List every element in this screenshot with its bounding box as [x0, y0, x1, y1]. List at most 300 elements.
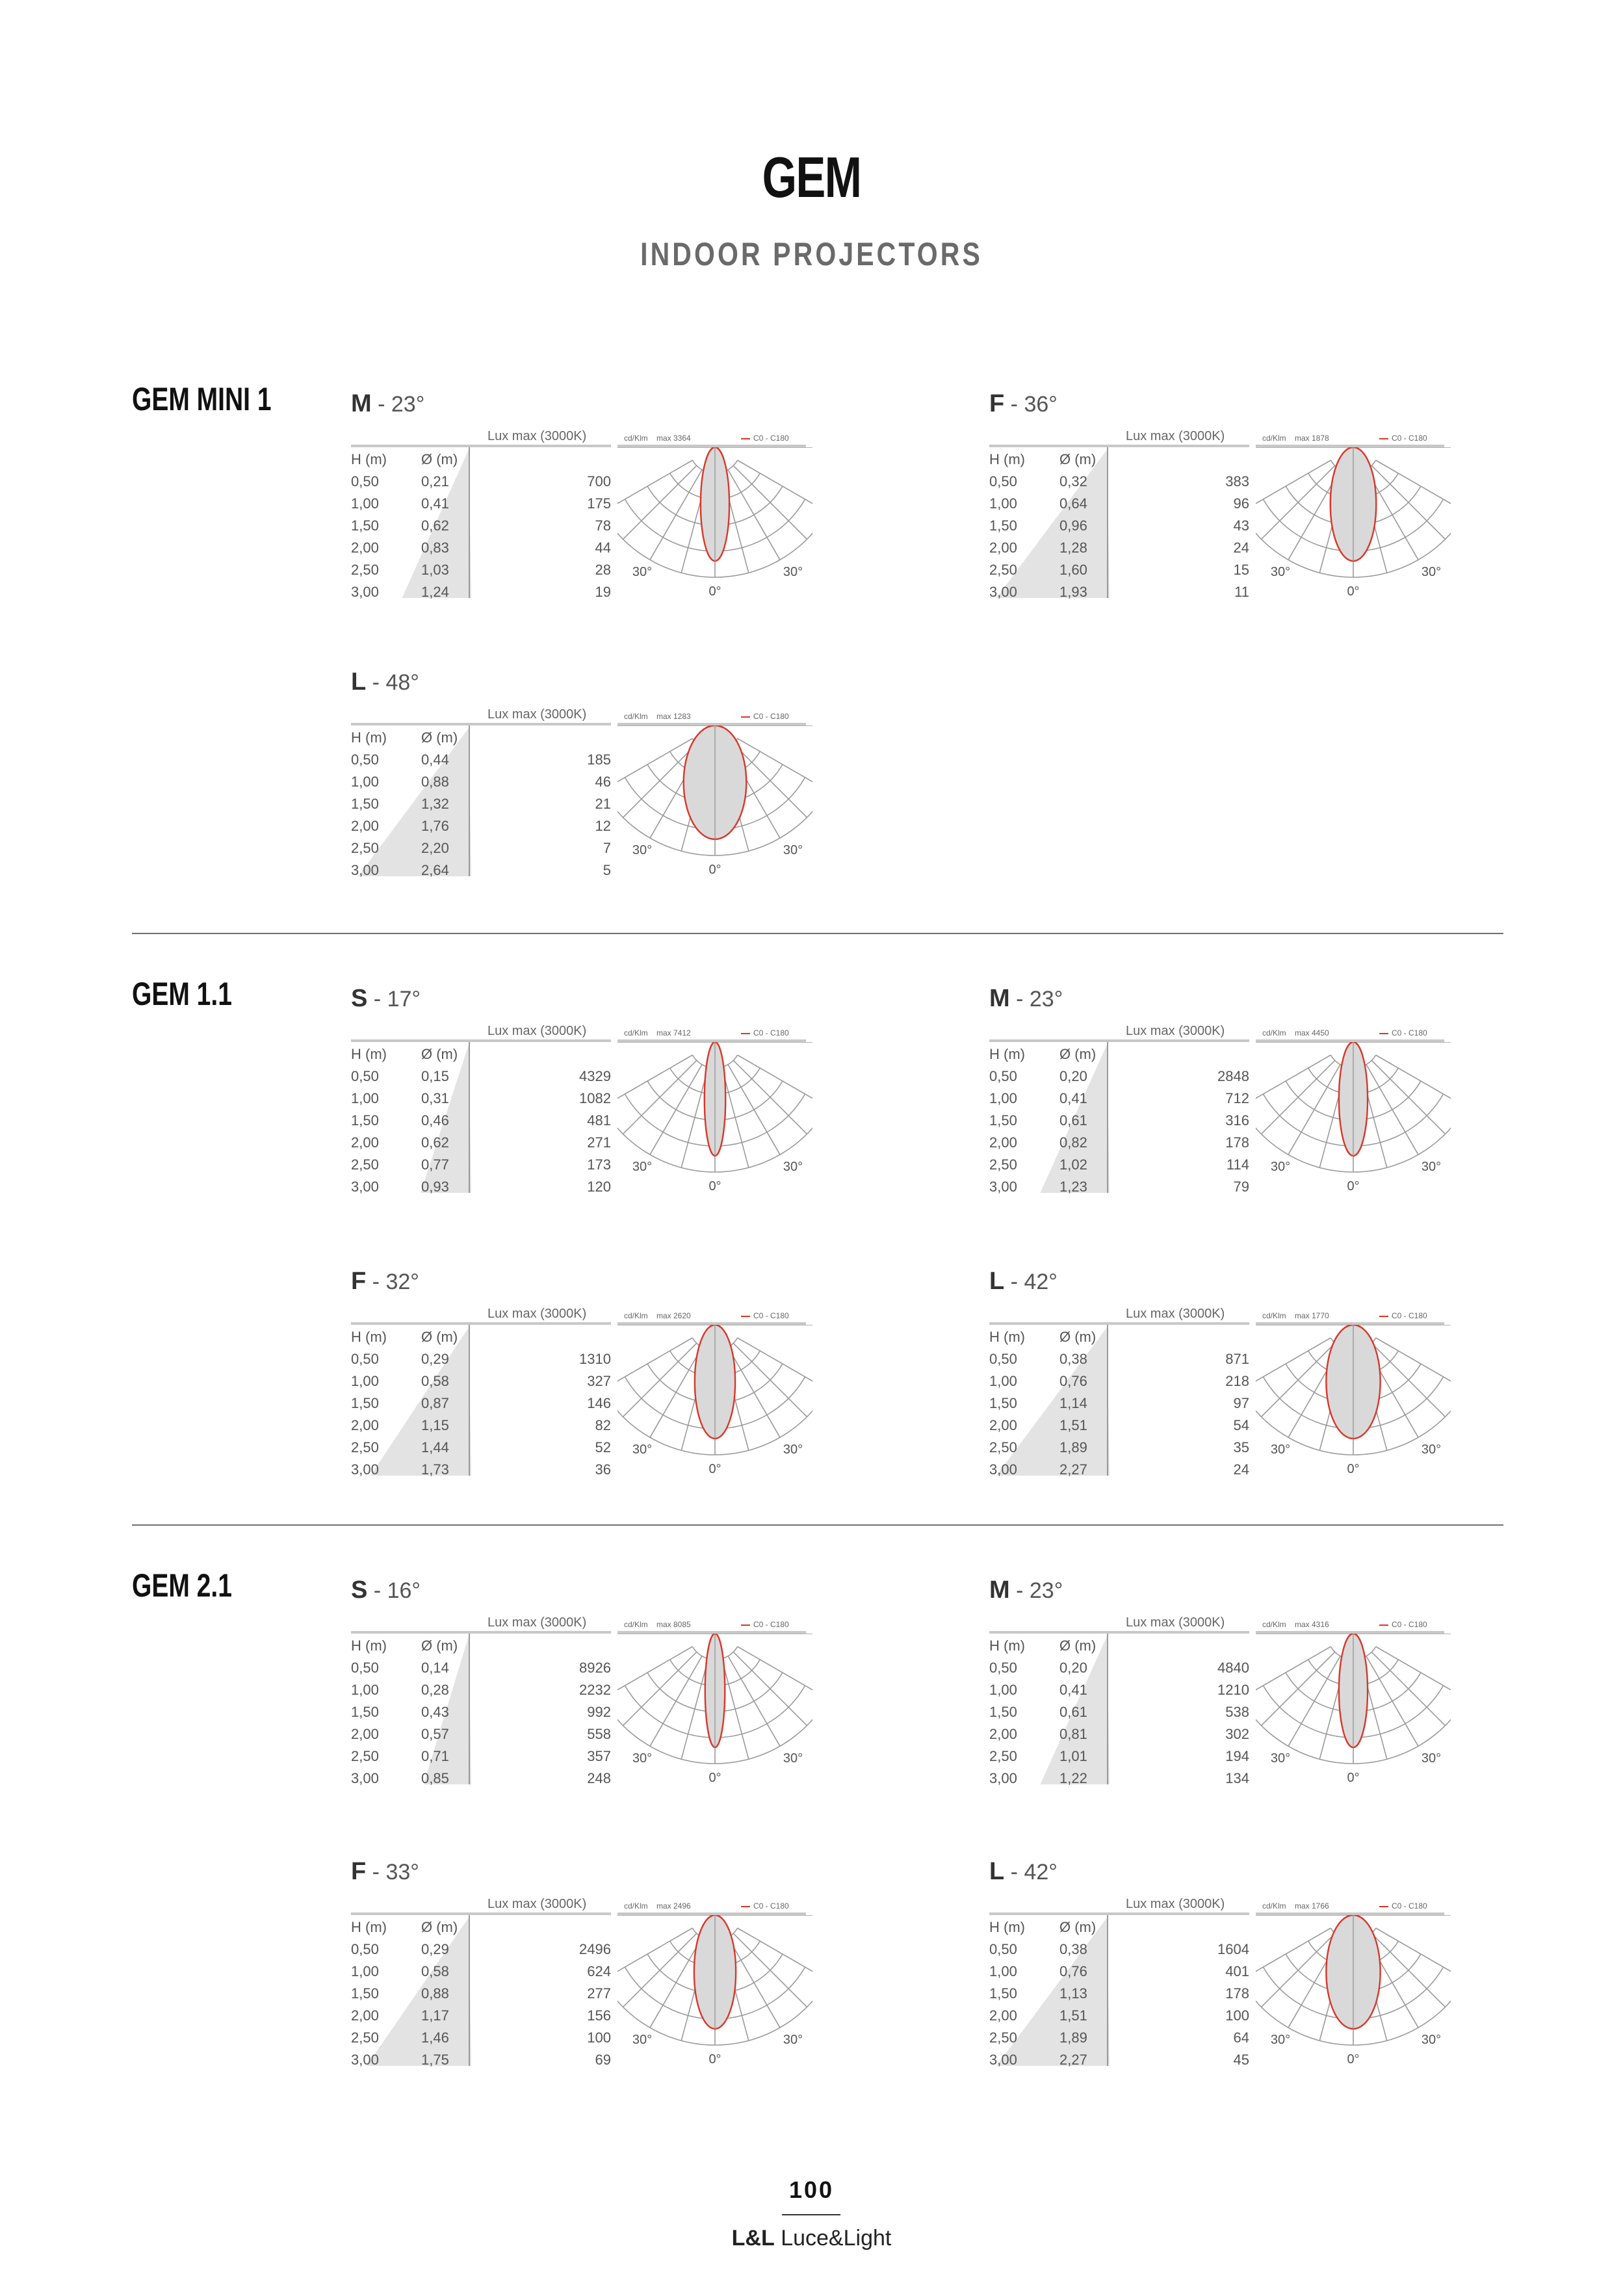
lux-max-header: Lux max (3000K): [1126, 429, 1225, 443]
cell-height: 0,50: [989, 1351, 1017, 1367]
heading-separator: -: [367, 987, 387, 1011]
section-title-gem-mini-1: GEM MINI 1: [132, 381, 272, 417]
lux-max-header: Lux max (3000K): [487, 707, 587, 722]
cell-lux: 178: [1225, 1985, 1249, 2002]
cell-lux: 5: [603, 862, 611, 878]
table-header-row: [351, 1635, 611, 1657]
cell-height: 2,50: [351, 1439, 379, 1455]
cell-height: 2,00: [351, 2007, 379, 2024]
section-divider: [132, 933, 1503, 934]
angle-label-left: 30°: [632, 1442, 653, 1457]
polar-spoke: [728, 1348, 780, 1438]
cell-diameter: 0,20: [1059, 1660, 1087, 1676]
cell-lux: 43: [1233, 517, 1249, 534]
table-row: [989, 493, 1249, 515]
photometric-block: [351, 1858, 806, 2085]
cell-height: 0,50: [351, 1351, 379, 1367]
angle-label-right: 30°: [1421, 2033, 1442, 2047]
col-header-diameter: Ø (m): [1059, 1329, 1097, 1345]
photometric-table: [351, 1326, 611, 1481]
cd-klm-label: cd/Klm: [624, 712, 648, 721]
cell-lux: 357: [587, 1748, 611, 1764]
polar-diagram: [617, 725, 812, 876]
polar-spoke: [1366, 1656, 1418, 1747]
cell-height: 1,00: [989, 1682, 1017, 1698]
candela-max-value: max 8085: [656, 1620, 691, 1629]
cell-height: 2,50: [351, 1748, 379, 1764]
angle-label-left: 30°: [1270, 1160, 1291, 1174]
cell-diameter: 1,93: [1059, 584, 1087, 600]
polar-spoke: [650, 1348, 702, 1438]
cell-height: 1,00: [351, 1373, 379, 1389]
table-row: [351, 1657, 611, 1679]
cell-diameter: 0,64: [1059, 495, 1087, 512]
angle-label-left: 30°: [1270, 1442, 1291, 1457]
cell-diameter: 1,24: [421, 584, 449, 600]
cell-lux: 712: [1225, 1090, 1249, 1106]
beam-angle: 48°: [385, 670, 419, 695]
cell-diameter: 1,51: [1059, 2007, 1087, 2024]
table-top-rule: [351, 1912, 611, 1915]
cell-lux: 383: [1225, 473, 1249, 489]
col-header-height: H (m): [989, 1637, 1025, 1654]
angle-label-left: 30°: [632, 1751, 653, 1766]
table-row: [351, 1723, 611, 1745]
cell-height: 2,00: [351, 1726, 379, 1742]
cell-height: 2,50: [351, 1156, 379, 1173]
cell-lux: 78: [595, 517, 611, 534]
table-row: [989, 1176, 1249, 1198]
lux-max-header: Lux max (3000K): [1126, 1024, 1225, 1038]
table-top-rule: [989, 1039, 1249, 1042]
table-row: [989, 2005, 1249, 2027]
polar-diagram-wrap: [1256, 1042, 1451, 1196]
cell-lux: 12: [595, 818, 611, 834]
cd-klm-label: cd/Klm: [624, 1028, 648, 1037]
cell-height: 1,50: [351, 1985, 379, 2002]
cell-height: 2,00: [351, 1417, 379, 1433]
cell-diameter: 0,14: [421, 1660, 449, 1676]
photometric-block: [351, 390, 806, 618]
polar-spoke: [1371, 1933, 1445, 2007]
angle-label-right: 30°: [783, 2033, 803, 2047]
table-row: [351, 1983, 611, 2005]
polar-spoke: [728, 470, 780, 560]
cell-lux: 7: [603, 840, 611, 856]
cell-diameter: 0,46: [421, 1112, 449, 1128]
candela-max-value: max 4450: [1295, 1028, 1329, 1037]
cell-height: 2,00: [989, 2007, 1017, 2024]
cell-diameter: 0,32: [1059, 473, 1087, 489]
cell-height: 1,00: [989, 1090, 1017, 1106]
table-row: [989, 1392, 1249, 1415]
cell-lux: 327: [587, 1373, 611, 1389]
legend-label: C0 - C180: [753, 1028, 789, 1037]
polar-spoke: [728, 1065, 780, 1155]
page-number-underline: [782, 2214, 840, 2215]
lux-max-header: Lux max (3000K): [487, 1307, 587, 1321]
col-header-diameter: Ø (m): [1059, 451, 1097, 467]
candela-max-value: max 4316: [1295, 1620, 1329, 1629]
cell-lux: 69: [595, 2052, 611, 2068]
photometric-block: [989, 1576, 1444, 1804]
photometric-block: [989, 1858, 1444, 2085]
polar-spoke: [1366, 1065, 1418, 1155]
beam-angle: 42°: [1024, 1860, 1058, 1885]
lux-max-header: Lux max (3000K): [1126, 1897, 1225, 1911]
cell-lux: 558: [587, 1726, 611, 1742]
angle-label-center: 0°: [1347, 1771, 1360, 1784]
cell-diameter: 0,62: [421, 1134, 449, 1151]
cell-diameter: 0,15: [421, 1068, 449, 1084]
table-row: [989, 1415, 1249, 1437]
cell-lux: 178: [1225, 1134, 1249, 1151]
brand-logo-text: L&L: [731, 2226, 775, 2250]
polar-spoke: [733, 1343, 807, 1416]
legend-label: C0 - C180: [753, 1311, 789, 1320]
polar-legend: [1379, 1311, 1427, 1320]
polar-spoke: [733, 1652, 807, 1725]
beam-angle: 42°: [1024, 1270, 1058, 1294]
cell-height: 1,50: [351, 517, 379, 534]
table-row: [989, 2027, 1249, 2049]
cell-lux: 45: [1233, 2052, 1249, 2068]
cell-lux: 2496: [579, 1941, 611, 1957]
legend-label: C0 - C180: [1392, 1620, 1427, 1629]
beam-type-letter: M: [989, 985, 1010, 1012]
table-row: [351, 581, 611, 603]
cell-lux: 992: [587, 1704, 611, 1720]
cell-height: 1,00: [989, 1963, 1017, 1979]
cell-lux: 271: [587, 1134, 611, 1151]
polar-spoke: [733, 1933, 807, 2007]
photometric-table: [989, 1916, 1249, 2071]
angle-label-left: 30°: [632, 1160, 653, 1174]
legend-line-swatch: [741, 1624, 750, 1626]
polar-spoke: [733, 1060, 807, 1134]
cell-height: 2,00: [351, 818, 379, 834]
table-row: [351, 1768, 611, 1790]
cell-height: 2,00: [989, 1417, 1017, 1433]
cell-diameter: 0,57: [421, 1726, 449, 1742]
legend-line-swatch: [741, 438, 750, 439]
cell-height: 2,50: [989, 1156, 1017, 1173]
cell-height: 1,50: [351, 1395, 379, 1411]
polar-spoke: [623, 1933, 697, 2007]
photometric-block: [989, 390, 1444, 618]
polar-spoke: [1371, 1343, 1445, 1416]
cell-diameter: 0,41: [421, 495, 449, 512]
col-header-height: H (m): [989, 1919, 1025, 1935]
beam-type-letter: M: [351, 390, 372, 417]
table-row: [989, 2049, 1249, 2071]
photometric-table: [351, 727, 611, 881]
cell-diameter: 1,44: [421, 1439, 449, 1455]
photometric-block: [351, 985, 806, 1212]
table-row: [989, 537, 1249, 559]
col-header-diameter: Ø (m): [421, 1046, 458, 1062]
polar-diagram-wrap: [617, 1915, 812, 2069]
cell-height: 3,00: [989, 2052, 1017, 2068]
cell-height: 2,00: [989, 1726, 1017, 1742]
cell-height: 3,00: [351, 1770, 379, 1786]
polar-diagram-wrap: [617, 1042, 812, 1196]
cell-diameter: 0,83: [421, 540, 449, 556]
legend-line-swatch: [1379, 1316, 1388, 1317]
heading-separator: -: [1004, 1270, 1024, 1294]
col-header-height: H (m): [989, 1046, 1025, 1062]
angle-label-center: 0°: [708, 863, 721, 876]
table-row: [989, 1701, 1249, 1723]
photometric-table: [989, 1043, 1249, 1198]
beam-heading: [989, 390, 1058, 418]
cell-diameter: 1,51: [1059, 1417, 1087, 1433]
cell-height: 0,50: [351, 473, 379, 489]
cell-lux: 82: [595, 1417, 611, 1433]
col-header-height: H (m): [351, 1637, 387, 1654]
polar-legend: [741, 434, 789, 443]
legend-line-swatch: [741, 1906, 750, 1907]
beam-heading: [351, 1576, 421, 1604]
cell-lux: 871: [1225, 1351, 1249, 1367]
cell-height: 1,00: [989, 1373, 1017, 1389]
page-title: GEM: [762, 145, 861, 209]
cell-height: 1,50: [989, 517, 1017, 534]
candela-max-value: max 2620: [656, 1311, 691, 1320]
cell-diameter: 1,32: [421, 796, 449, 812]
lux-max-header: Lux max (3000K): [487, 1024, 587, 1038]
cell-diameter: 0,85: [421, 1770, 449, 1786]
cell-height: 3,00: [989, 1461, 1017, 1478]
cell-lux: 36: [595, 1461, 611, 1478]
table-row: [351, 1176, 611, 1198]
cell-lux: 52: [595, 1439, 611, 1455]
polar-diagram: [617, 1042, 812, 1193]
polar-legend: [741, 1901, 789, 1911]
beam-type-letter: L: [989, 1268, 1005, 1295]
table-top-rule: [351, 723, 611, 725]
table-top-rule: [351, 445, 611, 447]
table-row: [989, 1745, 1249, 1768]
cell-height: 2,00: [989, 540, 1017, 556]
table-row: [351, 559, 611, 581]
table-row: [351, 493, 611, 515]
beam-type-letter: M: [989, 1576, 1010, 1604]
cell-lux: 277: [587, 1985, 611, 2002]
cell-height: 2,50: [351, 2029, 379, 2046]
beam-heading: [989, 1268, 1058, 1296]
cell-diameter: 0,76: [1059, 1373, 1087, 1389]
table-row: [989, 1110, 1249, 1132]
table-row: [351, 1415, 611, 1437]
section-divider: [132, 1524, 1503, 1526]
cell-lux: 100: [587, 2029, 611, 2046]
cell-diameter: 0,28: [421, 1682, 449, 1698]
photometric-block: [989, 1268, 1444, 1495]
polar-spoke: [681, 1659, 708, 1760]
col-header-diameter: Ø (m): [421, 729, 458, 746]
photometric-block: [989, 985, 1444, 1212]
polar-spoke: [1288, 1656, 1340, 1747]
table-row: [989, 1938, 1249, 1961]
table-row: [351, 2027, 611, 2049]
cell-lux: 8926: [579, 1660, 611, 1676]
cd-klm-label: cd/Klm: [624, 1901, 648, 1911]
legend-label: C0 - C180: [753, 1620, 789, 1629]
table-top-rule: [989, 1322, 1249, 1325]
table-row: [351, 537, 611, 559]
cell-diameter: 0,21: [421, 473, 449, 489]
beam-heading: [989, 985, 1063, 1013]
table-header-row: [351, 449, 611, 471]
photometric-block: [351, 1576, 806, 1804]
angle-label-center: 0°: [708, 584, 721, 598]
cell-lux: 96: [1233, 495, 1249, 512]
cell-lux: 4840: [1217, 1660, 1249, 1676]
angle-label-center: 0°: [708, 1771, 721, 1784]
table-row: [989, 1679, 1249, 1701]
cell-height: 2,50: [351, 840, 379, 856]
heading-separator: -: [1004, 392, 1024, 417]
table-row: [989, 1370, 1249, 1392]
photometric-table: [351, 1916, 611, 2071]
beam-angle: 32°: [385, 1270, 419, 1294]
cell-lux: 24: [1233, 540, 1249, 556]
lux-max-header: Lux max (3000K): [487, 1615, 587, 1630]
polar-diagram: [617, 1915, 812, 2066]
polar-diagram-wrap: [617, 1325, 812, 1479]
beam-type-letter: S: [351, 1576, 368, 1604]
cell-height: 0,50: [989, 473, 1017, 489]
table-row: [351, 1065, 611, 1088]
legend-line-swatch: [1379, 1906, 1388, 1907]
cd-klm-label: cd/Klm: [624, 434, 648, 443]
cell-height: 0,50: [989, 1068, 1017, 1084]
polar-spoke: [623, 1343, 697, 1416]
col-header-diameter: Ø (m): [1059, 1919, 1097, 1935]
polar-diagram-wrap: [617, 1634, 812, 1788]
col-header-height: H (m): [351, 1046, 387, 1062]
cell-diameter: 0,58: [421, 1373, 449, 1389]
table-row: [989, 1088, 1249, 1110]
cd-klm-label: cd/Klm: [624, 1620, 648, 1629]
cell-diameter: 1,60: [1059, 562, 1087, 578]
table-row: [989, 1961, 1249, 1983]
table-top-rule: [351, 1631, 611, 1634]
cell-diameter: 1,23: [1059, 1179, 1087, 1195]
polar-diagram: [1256, 447, 1451, 598]
polar-spoke: [1371, 1060, 1445, 1134]
cd-klm-label: cd/Klm: [1262, 1901, 1286, 1911]
table-row: [351, 2005, 611, 2027]
cell-lux: 146: [587, 1395, 611, 1411]
angle-label-right: 30°: [783, 1160, 803, 1174]
table-row: [989, 581, 1249, 603]
polar-legend: [1379, 1028, 1427, 1037]
cell-height: 2,00: [351, 1134, 379, 1151]
cell-lux: 15: [1233, 562, 1249, 578]
beam-angle: 33°: [385, 1860, 419, 1885]
cell-diameter: 0,31: [421, 1090, 449, 1106]
angle-label-center: 0°: [1347, 1179, 1360, 1193]
lux-max-header: Lux max (3000K): [487, 429, 587, 443]
cd-klm-label: cd/Klm: [1262, 1028, 1286, 1037]
lux-max-header: Lux max (3000K): [1126, 1307, 1225, 1321]
cell-height: 2,50: [989, 562, 1017, 578]
polar-legend: [1379, 434, 1427, 443]
photometric-block: [351, 1268, 806, 1495]
candela-max-value: max 3364: [656, 434, 691, 443]
cell-height: 1,50: [351, 1704, 379, 1720]
table-row: [351, 859, 611, 881]
beam-angle: 23°: [1029, 987, 1063, 1011]
polar-spoke: [1288, 1065, 1340, 1155]
angle-label-right: 30°: [1421, 1442, 1442, 1457]
cell-diameter: 1,75: [421, 2052, 449, 2068]
table-row: [989, 1348, 1249, 1370]
col-header-height: H (m): [351, 1919, 387, 1935]
cd-klm-label: cd/Klm: [1262, 1620, 1286, 1629]
angle-label-center: 0°: [1347, 584, 1360, 598]
cell-lux: 134: [1225, 1770, 1249, 1786]
polar-spoke: [623, 1652, 697, 1725]
cell-height: 2,50: [351, 562, 379, 578]
cell-height: 0,50: [351, 1941, 379, 1957]
cell-diameter: 1,89: [1059, 1439, 1087, 1455]
cell-diameter: 1,01: [1059, 1748, 1087, 1764]
polar-diagram-wrap: [1256, 447, 1451, 601]
polar-diagram: [617, 1634, 812, 1784]
cell-diameter: 0,88: [421, 774, 449, 790]
col-header-height: H (m): [351, 1329, 387, 1345]
heading-separator: -: [366, 1270, 386, 1294]
beam-type-letter: F: [351, 1268, 367, 1295]
polar-spoke: [650, 1065, 702, 1155]
cell-height: 2,00: [351, 540, 379, 556]
cell-lux: 173: [587, 1156, 611, 1173]
legend-line-swatch: [1379, 1624, 1388, 1626]
cell-lux: 481: [587, 1112, 611, 1128]
legend-label: C0 - C180: [1392, 1028, 1427, 1037]
cell-height: 3,00: [351, 1179, 379, 1195]
cell-lux: 4329: [579, 1068, 611, 1084]
table-header-row: [351, 1326, 611, 1348]
table-row: [351, 2049, 611, 2071]
angle-label-right: 30°: [783, 1751, 803, 1766]
page-subtitle: INDOOR PROJECTORS: [640, 236, 983, 272]
cell-diameter: 0,71: [421, 1748, 449, 1764]
beam-angle: 17°: [387, 987, 421, 1011]
angle-label-center: 0°: [708, 2052, 721, 2066]
cell-lux: 1210: [1217, 1682, 1249, 1698]
cell-diameter: 0,20: [1059, 1068, 1087, 1084]
cell-height: 3,00: [351, 2052, 379, 2068]
cell-lux: 248: [587, 1770, 611, 1786]
legend-line-swatch: [741, 1316, 750, 1317]
table-row: [989, 1132, 1249, 1154]
table-row: [351, 1392, 611, 1415]
cell-diameter: 1,89: [1059, 2029, 1087, 2046]
cell-lux: 624: [587, 1963, 611, 1979]
cell-diameter: 1,46: [421, 2029, 449, 2046]
beam-angle: 36°: [1024, 392, 1058, 417]
polar-legend: [741, 1311, 789, 1320]
cell-lux: 401: [1225, 1963, 1249, 1979]
cell-lux: 21: [595, 796, 611, 812]
table-row: [351, 1088, 611, 1110]
legend-line-swatch: [1379, 438, 1388, 439]
cell-diameter: 0,77: [421, 1156, 449, 1173]
